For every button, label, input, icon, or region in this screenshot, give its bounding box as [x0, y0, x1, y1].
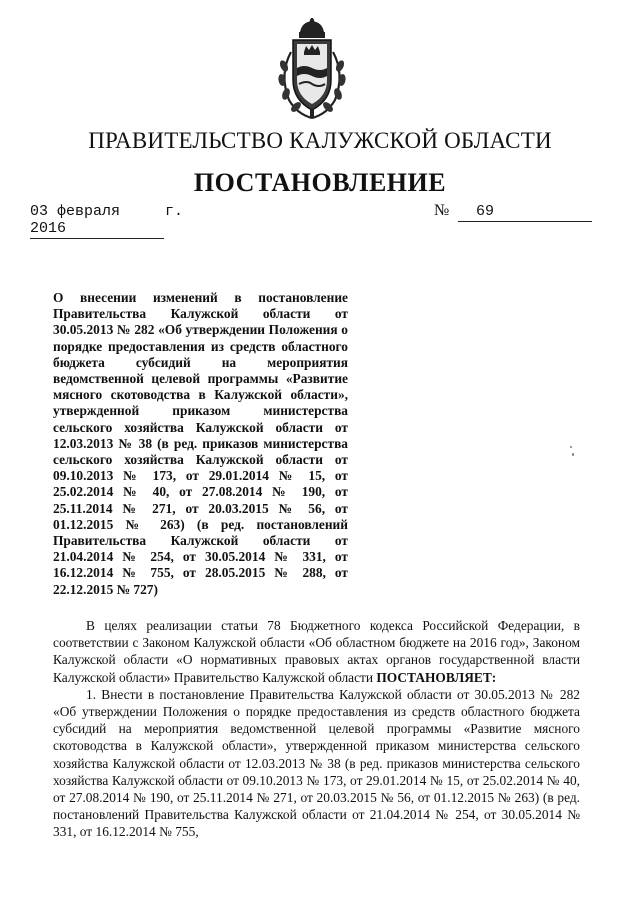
decree-word: ПОСТАНОВЛЯЕТ: [376, 669, 497, 685]
coat-of-arms-icon [267, 18, 357, 122]
subject-heading: О внесении изменений в постановление Правительства Калужской области от 30.05.2013 № 282 «Об утверждении Положения о порядке предоставления из средств областного бюджета субсидий на мероприятия ведомственной целевой программы «Развитие мясного скотоводства в Калужской области», утвержденной приказом министерства сельского хозяйства Калужской области от 12.03.2013 № 38 (в ред. приказов министерства сельского хозяйства Калужской области от 09.10.2013 № 173, от 29.01.2014 № 15, от 25.02.2014 № 40, от 27.08.2014 № 190, от 25.11.2014 № 271, от 20.03.2015 № 56, от 01.12.2015 № 263) (в ред. постановлений Правительства Калужской области от 21.04.2014 № 254, от 30.05.2014 № 331, от 16.12.2014 № 755, от 28.05.2015 № 288, от 22.12.2015 № 727) [53, 290, 348, 597]
scan-speck [572, 453, 574, 456]
document-type-title: ПОСТАНОВЛЕНИЕ [193, 168, 447, 197]
number-sign: № [434, 202, 450, 219]
government-title: ПРАВИТЕЛЬСТВО КАЛУЖСКОЙ ОБЛАСТИ [88, 128, 552, 153]
scan-speck [570, 446, 572, 448]
document-number: 69 [458, 203, 592, 222]
document-date: 03 февраля 2016 [30, 203, 164, 239]
date-suffix: г. [165, 203, 184, 220]
preamble-text: В целях реализации статьи 78 Бюджетного кодекса Российской Федерации, в соответствии с Законом Калужской области «Об областном бюджете на 2016 год», Законом Калужской области «О нормативных правовых актах органов государственной власти Калужской области» Правительство Калужской области [53, 618, 580, 685]
document-body [53, 617, 580, 841]
preamble-paragraph [53, 617, 580, 686]
item-1-paragraph: 1. Внести в постановление Правительства Калужской области от 30.05.2013 № 282 «Об утверждении Положения о порядке предоставления из средств областного бюджета субсидий на мероприятия ведомственной целевой программы «Развитие мясного скотоводства в Калужской области», утвержденной приказом министерства сельского хозяйства Калужской области от 12.03.2013 № 38 (в ред. приказов министерства сельского хозяйства Калужской области от 09.10.2013 № 173, от 29.01.2014 № 15, от 25.02.2014 № 40, от 27.08.2014 № 190, от 25.11.2014 № 271, от 20.03.2015 № 56, от 01.12.2015 № 263) (в ред. постановлений Правительства Калужской области от 21.04.2014 № 254, от 30.05.2014 № 331, от 16.12.2014 № 755, [53, 686, 580, 840]
